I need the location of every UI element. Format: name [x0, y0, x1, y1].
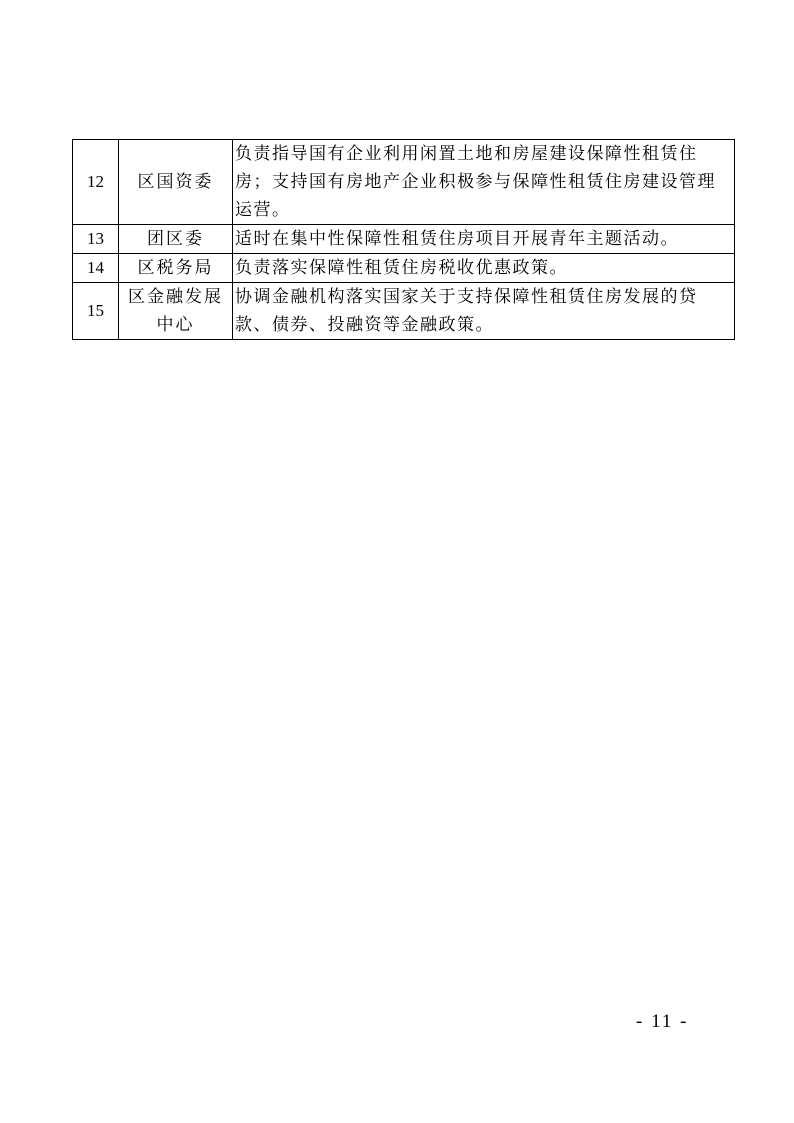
row-number: 12 [73, 140, 119, 225]
duty-description: 协调金融机构落实国家关于支持保障性租赁住房发展的贷款、债券、投融资等金融政策。 [233, 283, 735, 340]
duty-description: 负责指导国有企业利用闲置土地和房屋建设保障性租赁住房；支持国有房地产企业积极参与保障性租赁住房建设管理运营。 [233, 140, 735, 225]
duty-description: 适时在集中性保障性租赁住房项目开展青年主题活动。 [233, 225, 735, 254]
row-number: 15 [73, 283, 119, 340]
table-row [73, 283, 735, 340]
department-name: 区国资委 [119, 140, 233, 225]
department-name: 团区委 [119, 225, 233, 254]
department-name: 区税务局 [119, 254, 233, 283]
department-name: 区金融发展中心 [119, 283, 233, 340]
page-number: - 11 - [636, 1011, 689, 1032]
table-row [73, 254, 735, 283]
row-number: 14 [73, 254, 119, 283]
duty-description: 负责落实保障性租赁住房税收优惠政策。 [233, 254, 735, 283]
table-row [73, 140, 735, 225]
responsibility-table [72, 139, 735, 340]
table-row [73, 225, 735, 254]
row-number: 13 [73, 225, 119, 254]
